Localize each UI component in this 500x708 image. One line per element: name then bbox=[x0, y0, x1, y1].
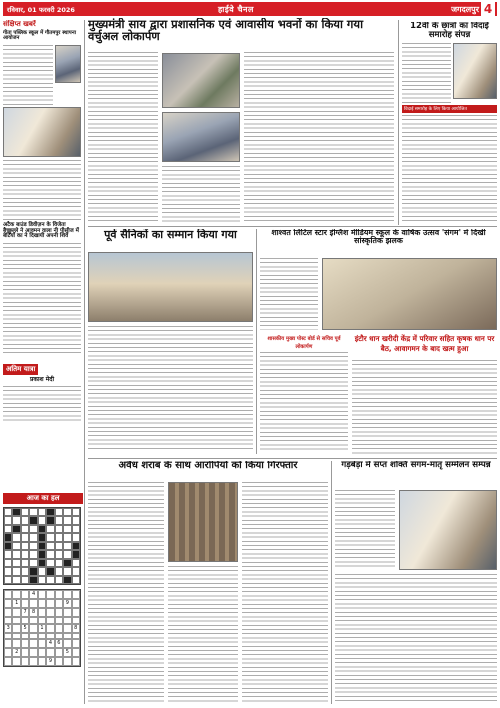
crossword-cell bbox=[72, 508, 80, 516]
crossword-cell bbox=[4, 567, 12, 575]
crossword-cell bbox=[29, 559, 37, 567]
sudoku-cell bbox=[21, 590, 29, 599]
sudoku-cell bbox=[72, 648, 80, 657]
sudoku-cell bbox=[29, 624, 37, 633]
sudoku-cell: 8 bbox=[29, 608, 37, 617]
lead-photo-1 bbox=[162, 53, 240, 108]
crossword-cell bbox=[21, 508, 29, 516]
sudoku-cell bbox=[29, 639, 37, 648]
sudoku-cell bbox=[12, 639, 20, 648]
gadbeda-headline: गड़बेड़ा में सप्त शक्ति संगम-मातृ सम्मेलन सम्पन्न bbox=[341, 461, 491, 470]
crossword-cell bbox=[29, 508, 37, 516]
crossword-cell bbox=[55, 567, 63, 575]
crossword-cell bbox=[46, 508, 54, 516]
puzzle-banner: आज का हल bbox=[3, 493, 83, 504]
crossword-cell bbox=[29, 533, 37, 541]
sudoku-cell bbox=[21, 599, 29, 608]
crossword-cell bbox=[63, 525, 71, 533]
liquor-photo bbox=[168, 482, 238, 562]
crossword-cell bbox=[63, 567, 71, 575]
school-headline-block bbox=[260, 229, 497, 255]
sudoku-cell bbox=[72, 657, 80, 666]
sudoku-cell bbox=[72, 608, 80, 617]
sudoku-cell bbox=[21, 648, 29, 657]
crossword-cell bbox=[38, 508, 46, 516]
crossword-cell bbox=[12, 567, 20, 575]
crossword-cell bbox=[12, 550, 20, 558]
crossword-cell bbox=[4, 559, 12, 567]
veterans-photo bbox=[88, 252, 253, 322]
crossword-cell bbox=[12, 576, 20, 584]
sudoku-cell bbox=[21, 657, 29, 666]
left-lower-headline: प्रकाश मेदी bbox=[29, 376, 55, 384]
lead-headline: मुख्यमंत्री साय द्वारा प्रशासनिक एवं आवासीय भवनों का किया गया वर्चुअल लोकार्पण bbox=[88, 18, 364, 44]
crossword-cell bbox=[4, 508, 12, 516]
sudoku-cell bbox=[21, 639, 29, 648]
sudoku-cell bbox=[46, 608, 54, 617]
crossword-cell bbox=[4, 533, 12, 541]
sudoku-cell bbox=[38, 608, 46, 617]
paddy-headline-block bbox=[352, 334, 497, 356]
left-top-photo bbox=[3, 107, 81, 157]
crossword-cell bbox=[63, 516, 71, 524]
sudoku-cell bbox=[63, 608, 71, 617]
crossword-cell bbox=[21, 533, 29, 541]
sudoku-cell: 9 bbox=[63, 599, 71, 608]
sudoku-cell bbox=[38, 639, 46, 648]
farewell-photo bbox=[453, 43, 497, 99]
lead-headline-block bbox=[88, 18, 396, 48]
crossword-cell bbox=[4, 550, 12, 558]
puzzle-area bbox=[3, 493, 83, 703]
crossword-cell bbox=[63, 542, 71, 550]
mid-box bbox=[260, 334, 348, 454]
sudoku-cell bbox=[38, 648, 46, 657]
crossword-cell bbox=[38, 567, 46, 575]
sudoku-cell bbox=[63, 590, 71, 599]
sudoku-cell bbox=[29, 648, 37, 657]
sudoku-cell bbox=[46, 624, 54, 633]
crossword-cell bbox=[63, 533, 71, 541]
crossword-cell bbox=[55, 516, 63, 524]
crossword-cell bbox=[21, 567, 29, 575]
crossword-cell bbox=[46, 525, 54, 533]
crossword-cell bbox=[12, 516, 20, 524]
crossword-cell bbox=[72, 550, 80, 558]
sudoku-cell bbox=[38, 590, 46, 599]
sudoku-cell bbox=[4, 639, 12, 648]
crossword-cell bbox=[46, 567, 54, 575]
crossword-cell bbox=[38, 525, 46, 533]
sudoku-cell: 4 bbox=[46, 639, 54, 648]
crossword-cell bbox=[12, 525, 20, 533]
sudoku-cell: 2 bbox=[12, 648, 20, 657]
sudoku-cell bbox=[12, 590, 20, 599]
sudoku-cell: 5 bbox=[63, 648, 71, 657]
crossword-cell bbox=[21, 550, 29, 558]
gadbeda-headline-block bbox=[335, 461, 497, 487]
sudoku-cell: 3 bbox=[4, 624, 12, 633]
sudoku-cell bbox=[72, 639, 80, 648]
sudoku-cell bbox=[4, 590, 12, 599]
crossword-cell bbox=[29, 516, 37, 524]
sudoku-cell bbox=[55, 657, 63, 666]
crossword-cell bbox=[55, 533, 63, 541]
sudoku-cell: 7 bbox=[21, 608, 29, 617]
crossword-cell bbox=[29, 576, 37, 584]
lead-photo-2 bbox=[162, 112, 240, 162]
crossword-cell bbox=[63, 576, 71, 584]
crossword-cell bbox=[21, 516, 29, 524]
sudoku-cell bbox=[29, 599, 37, 608]
issue-date: रविवार, 01 फरवरी 2026 bbox=[7, 5, 75, 14]
sudoku-cell: 8 bbox=[72, 624, 80, 633]
sudoku-cell bbox=[46, 590, 54, 599]
crossword-cell bbox=[4, 516, 12, 524]
right-top-block bbox=[402, 22, 497, 222]
crossword-cell bbox=[72, 525, 80, 533]
sudoku-cell bbox=[63, 639, 71, 648]
crossword-cell bbox=[46, 516, 54, 524]
left-column bbox=[3, 20, 81, 490]
liquor-headline-block bbox=[88, 461, 328, 479]
crossword-cell bbox=[29, 542, 37, 550]
crossword-cell bbox=[12, 508, 20, 516]
mid-box-headline: शासकीय मुख्य पोस्ट बोर्ड से सचिव पूर्व लोकार्पण bbox=[267, 336, 341, 350]
crossword-cell bbox=[63, 508, 71, 516]
sudoku-cell bbox=[4, 608, 12, 617]
paper-name: हाईवे चैनल bbox=[218, 4, 254, 14]
crossword-cell bbox=[38, 550, 46, 558]
crossword-cell bbox=[55, 559, 63, 567]
crossword-cell bbox=[4, 542, 12, 550]
page-number: 4 bbox=[481, 1, 495, 17]
crossword-cell bbox=[38, 559, 46, 567]
left-top-headline: गीता पब्लिक स्कूल में गौतमपुर स्थापना आयोजन bbox=[3, 30, 76, 42]
crossword-cell bbox=[63, 559, 71, 567]
gadbeda-photo bbox=[399, 490, 497, 570]
crossword-cell bbox=[55, 542, 63, 550]
sudoku-cell bbox=[55, 624, 63, 633]
crossword-cell bbox=[72, 533, 80, 541]
sudoku-cell bbox=[63, 624, 71, 633]
crossword-cell bbox=[38, 533, 46, 541]
crossword-cell bbox=[29, 525, 37, 533]
crossword-cell bbox=[55, 576, 63, 584]
school-photo bbox=[322, 258, 497, 330]
sudoku-cell bbox=[38, 599, 46, 608]
sudoku-cell: 4 bbox=[29, 590, 37, 599]
sudoku-cell: 6 bbox=[55, 639, 63, 648]
crossword-cell bbox=[29, 550, 37, 558]
crossword-cell bbox=[72, 567, 80, 575]
crossword-cell bbox=[55, 550, 63, 558]
crossword-cell bbox=[72, 576, 80, 584]
crossword-cell bbox=[72, 516, 80, 524]
crossword-cell bbox=[46, 550, 54, 558]
paddy-headline: इंटौर धान खरीदी केंद्र में परिवार सहित कृषक धान पर बैठ, आवागमन के बाद खत्म हुआ bbox=[354, 334, 495, 353]
sudoku-grid bbox=[3, 589, 81, 667]
crossword-cell bbox=[72, 542, 80, 550]
left-mid-headline: अटैक बाउंड डिवीज़न के विजेता बैच्छुल्ले ने आवमन वाला नी पीसीज में बेटियाँ का ने दिखायी अपनी शिर्वे bbox=[3, 221, 79, 240]
crossword-cell bbox=[63, 550, 71, 558]
sudoku-cell bbox=[63, 657, 71, 666]
crossword-cell bbox=[4, 576, 12, 584]
edition-city: जगदलपुर bbox=[451, 4, 479, 14]
sudoku-cell bbox=[55, 599, 63, 608]
sudoku-cell bbox=[4, 599, 12, 608]
sudoku-cell bbox=[46, 599, 54, 608]
veterans-headline-block bbox=[88, 229, 253, 251]
crossword-cell bbox=[46, 533, 54, 541]
sudoku-cell bbox=[12, 608, 20, 617]
sudoku-cell: 9 bbox=[46, 657, 54, 666]
sudoku-cell bbox=[72, 590, 80, 599]
crossword-cell bbox=[12, 559, 20, 567]
sudoku-cell bbox=[12, 624, 20, 633]
sudoku-cell bbox=[38, 657, 46, 666]
crossword-cell bbox=[38, 576, 46, 584]
crossword-cell bbox=[21, 542, 29, 550]
veterans-headline: पूर्व सैनिकों का सम्मान किया गया bbox=[104, 229, 237, 241]
farewell-caption: विदाई समारोह के लिए किया आयोजित bbox=[402, 105, 497, 113]
sudoku-cell bbox=[72, 599, 80, 608]
crossword-cell bbox=[29, 567, 37, 575]
sudoku-cell: 1 bbox=[12, 599, 20, 608]
crossword-cell bbox=[4, 525, 12, 533]
crossword-cell bbox=[55, 525, 63, 533]
left-top-thumb bbox=[55, 45, 81, 83]
crossword-grid bbox=[3, 507, 81, 585]
crossword-cell bbox=[12, 542, 20, 550]
sudoku-cell bbox=[55, 608, 63, 617]
sudoku-cell: 1 bbox=[38, 624, 46, 633]
sudoku-cell bbox=[29, 657, 37, 666]
sudoku-cell bbox=[12, 657, 20, 666]
liquor-headline: अवैध शराब के साथ आरोपियों को किया गिरफ्तार bbox=[118, 461, 298, 471]
school-headline: शाश्वत लिटिल स्टार इंग्लिश मीडियम स्कूल के वार्षिक उत्सव 'संगम' में दिखी सांस्कृतिक झलक bbox=[271, 229, 486, 246]
crossword-cell bbox=[12, 533, 20, 541]
crossword-cell bbox=[46, 542, 54, 550]
crossword-cell bbox=[21, 576, 29, 584]
sudoku-cell: 5 bbox=[21, 624, 29, 633]
farewell-headline: 12वीं के छात्रों का विदाई समारोह संपन्न bbox=[410, 22, 489, 40]
sudoku-cell bbox=[46, 648, 54, 657]
crossword-cell bbox=[38, 542, 46, 550]
sudoku-cell bbox=[55, 648, 63, 657]
crossword-cell bbox=[46, 576, 54, 584]
sudoku-cell bbox=[55, 590, 63, 599]
left-lower-kicker: अतिम यात्रा bbox=[3, 364, 38, 375]
crossword-cell bbox=[38, 516, 46, 524]
left-top-kicker: संक्षिप्त खबरें bbox=[3, 20, 36, 28]
masthead bbox=[3, 2, 497, 16]
sudoku-cell bbox=[4, 648, 12, 657]
crossword-cell bbox=[55, 508, 63, 516]
crossword-cell bbox=[21, 559, 29, 567]
sudoku-cell bbox=[4, 657, 12, 666]
crossword-cell bbox=[21, 525, 29, 533]
crossword-cell bbox=[46, 559, 54, 567]
crossword-cell bbox=[72, 559, 80, 567]
